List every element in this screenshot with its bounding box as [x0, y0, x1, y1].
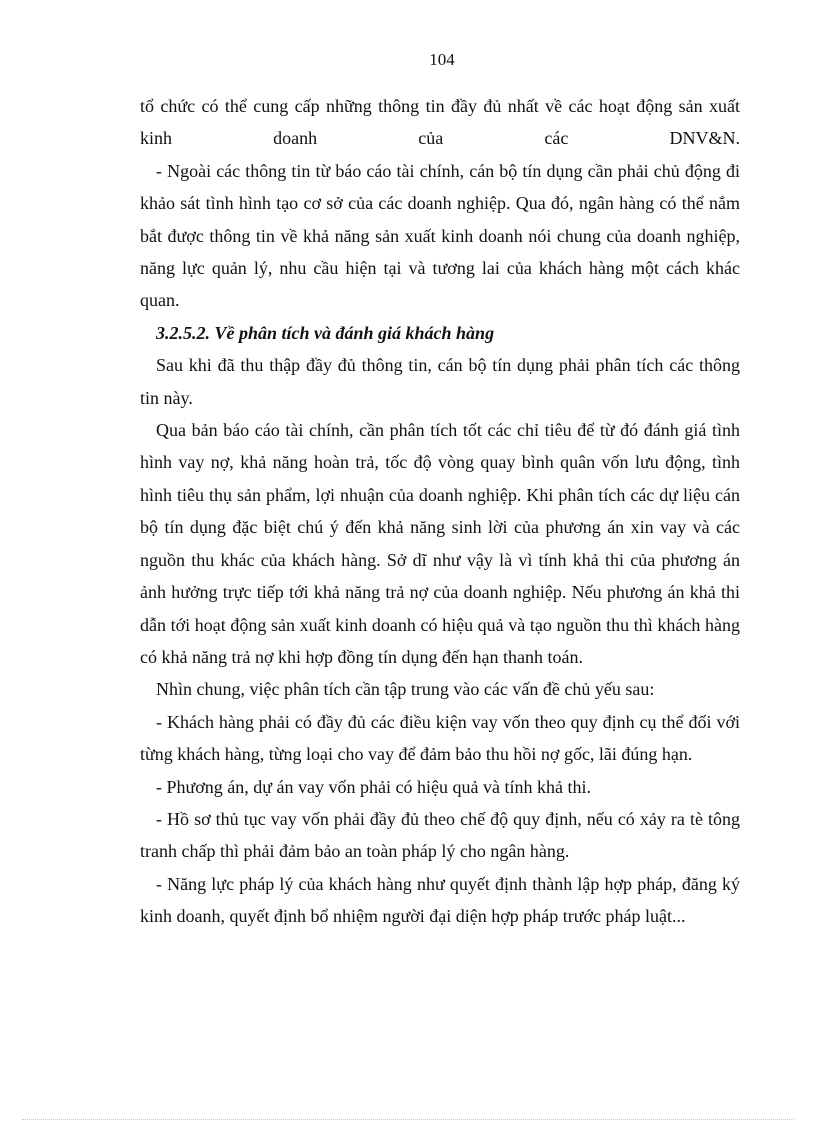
list-item-project-feasibility: - Phương án, dự án vay vốn phải có hiệu quả và tính khả thi. — [156, 776, 591, 797]
paragraph-analysis-intro: Sau khi đã thu thập đầy đủ thông tin, cán bộ tín dụng phải phân tích các thông tin này. — [140, 355, 740, 408]
section-heading: 3.2.5.2. Về phân tích và đánh giá khách hàng — [156, 322, 495, 343]
list-item-legal-capacity: - Năng lực pháp lý của khách hàng như quyết định thành lập hợp pháp, đăng ký kinh doanh, quyết định bổ nhiệm người đại diện hợp pháp trước pháp luật... — [140, 873, 740, 927]
footer-divider — [22, 1119, 794, 1120]
page-number: 104 — [429, 50, 455, 69]
paragraph-continuation: tổ chức có thể cung cấp những thông tin đầy đủ nhất về các hoạt động sản xuất kinh doanh của các DNV&N. — [140, 96, 740, 149]
document-body — [140, 90, 740, 933]
paragraph-field-survey: - Ngoài các thông tin từ báo cáo tài chính, cán bộ tín dụng cần phải chủ động đi khảo sát tình hình tạo cơ sở của các doanh nghiệp. Qua đó, ngân hàng có thể nắm bắt được thông tin về khả năng sản xuất kinh doanh nói chung của doanh nghiệp, năng lực quản lý, nhu cầu hiện tại và tương lai của khách hàng một cách khác quan. — [140, 160, 740, 311]
paragraph-financial-report: Qua bản báo cáo tài chính, cần phân tích tốt các chỉ tiêu để từ đó đánh giá tình hình vay nợ, khả năng hoàn trả, tốc độ vòng quay bình quân vốn lưu động, tình hình tiêu thụ sản phẩm, lợi nhuận của doanh nghiệp. Khi phân tích các dự liệu cán bộ tín dụng đặc biệt chú ý đến khả năng sinh lời của phương án xin vay và các nguồn thu khác của khách hàng. Sở dĩ như vậy là vì tính khả thi của phương án ảnh hưởng trực tiếp tới khả năng trả nợ của doanh nghiệp. Nếu phương án khả thi dẫn tới hoạt động sản xuất kinh doanh có hiệu quả và tạo nguồn thu thì khách hàng có khả năng trả nợ khi hợp đồng tín dụng đến hạn thanh toán. — [140, 420, 740, 667]
list-item-loan-conditions: - Khách hàng phải có đầy đủ các điều kiện vay vốn theo quy định cụ thể đối với từng khách hàng, từng loại cho vay để đảm bảo thu hồi nợ gốc, lãi đúng hạn. — [140, 711, 740, 765]
list-item-loan-dossier: - Hồ sơ thủ tục vay vốn phải đầy đủ theo chế độ quy định, nếu có xảy ra tè tông tranh chấp thì phải đảm bảo an toàn pháp lý cho ngân hàng. — [140, 808, 740, 862]
paragraph-focus-summary: Nhìn chung, việc phân tích cần tập trung vào các vấn đề chủ yếu sau: — [156, 679, 655, 700]
